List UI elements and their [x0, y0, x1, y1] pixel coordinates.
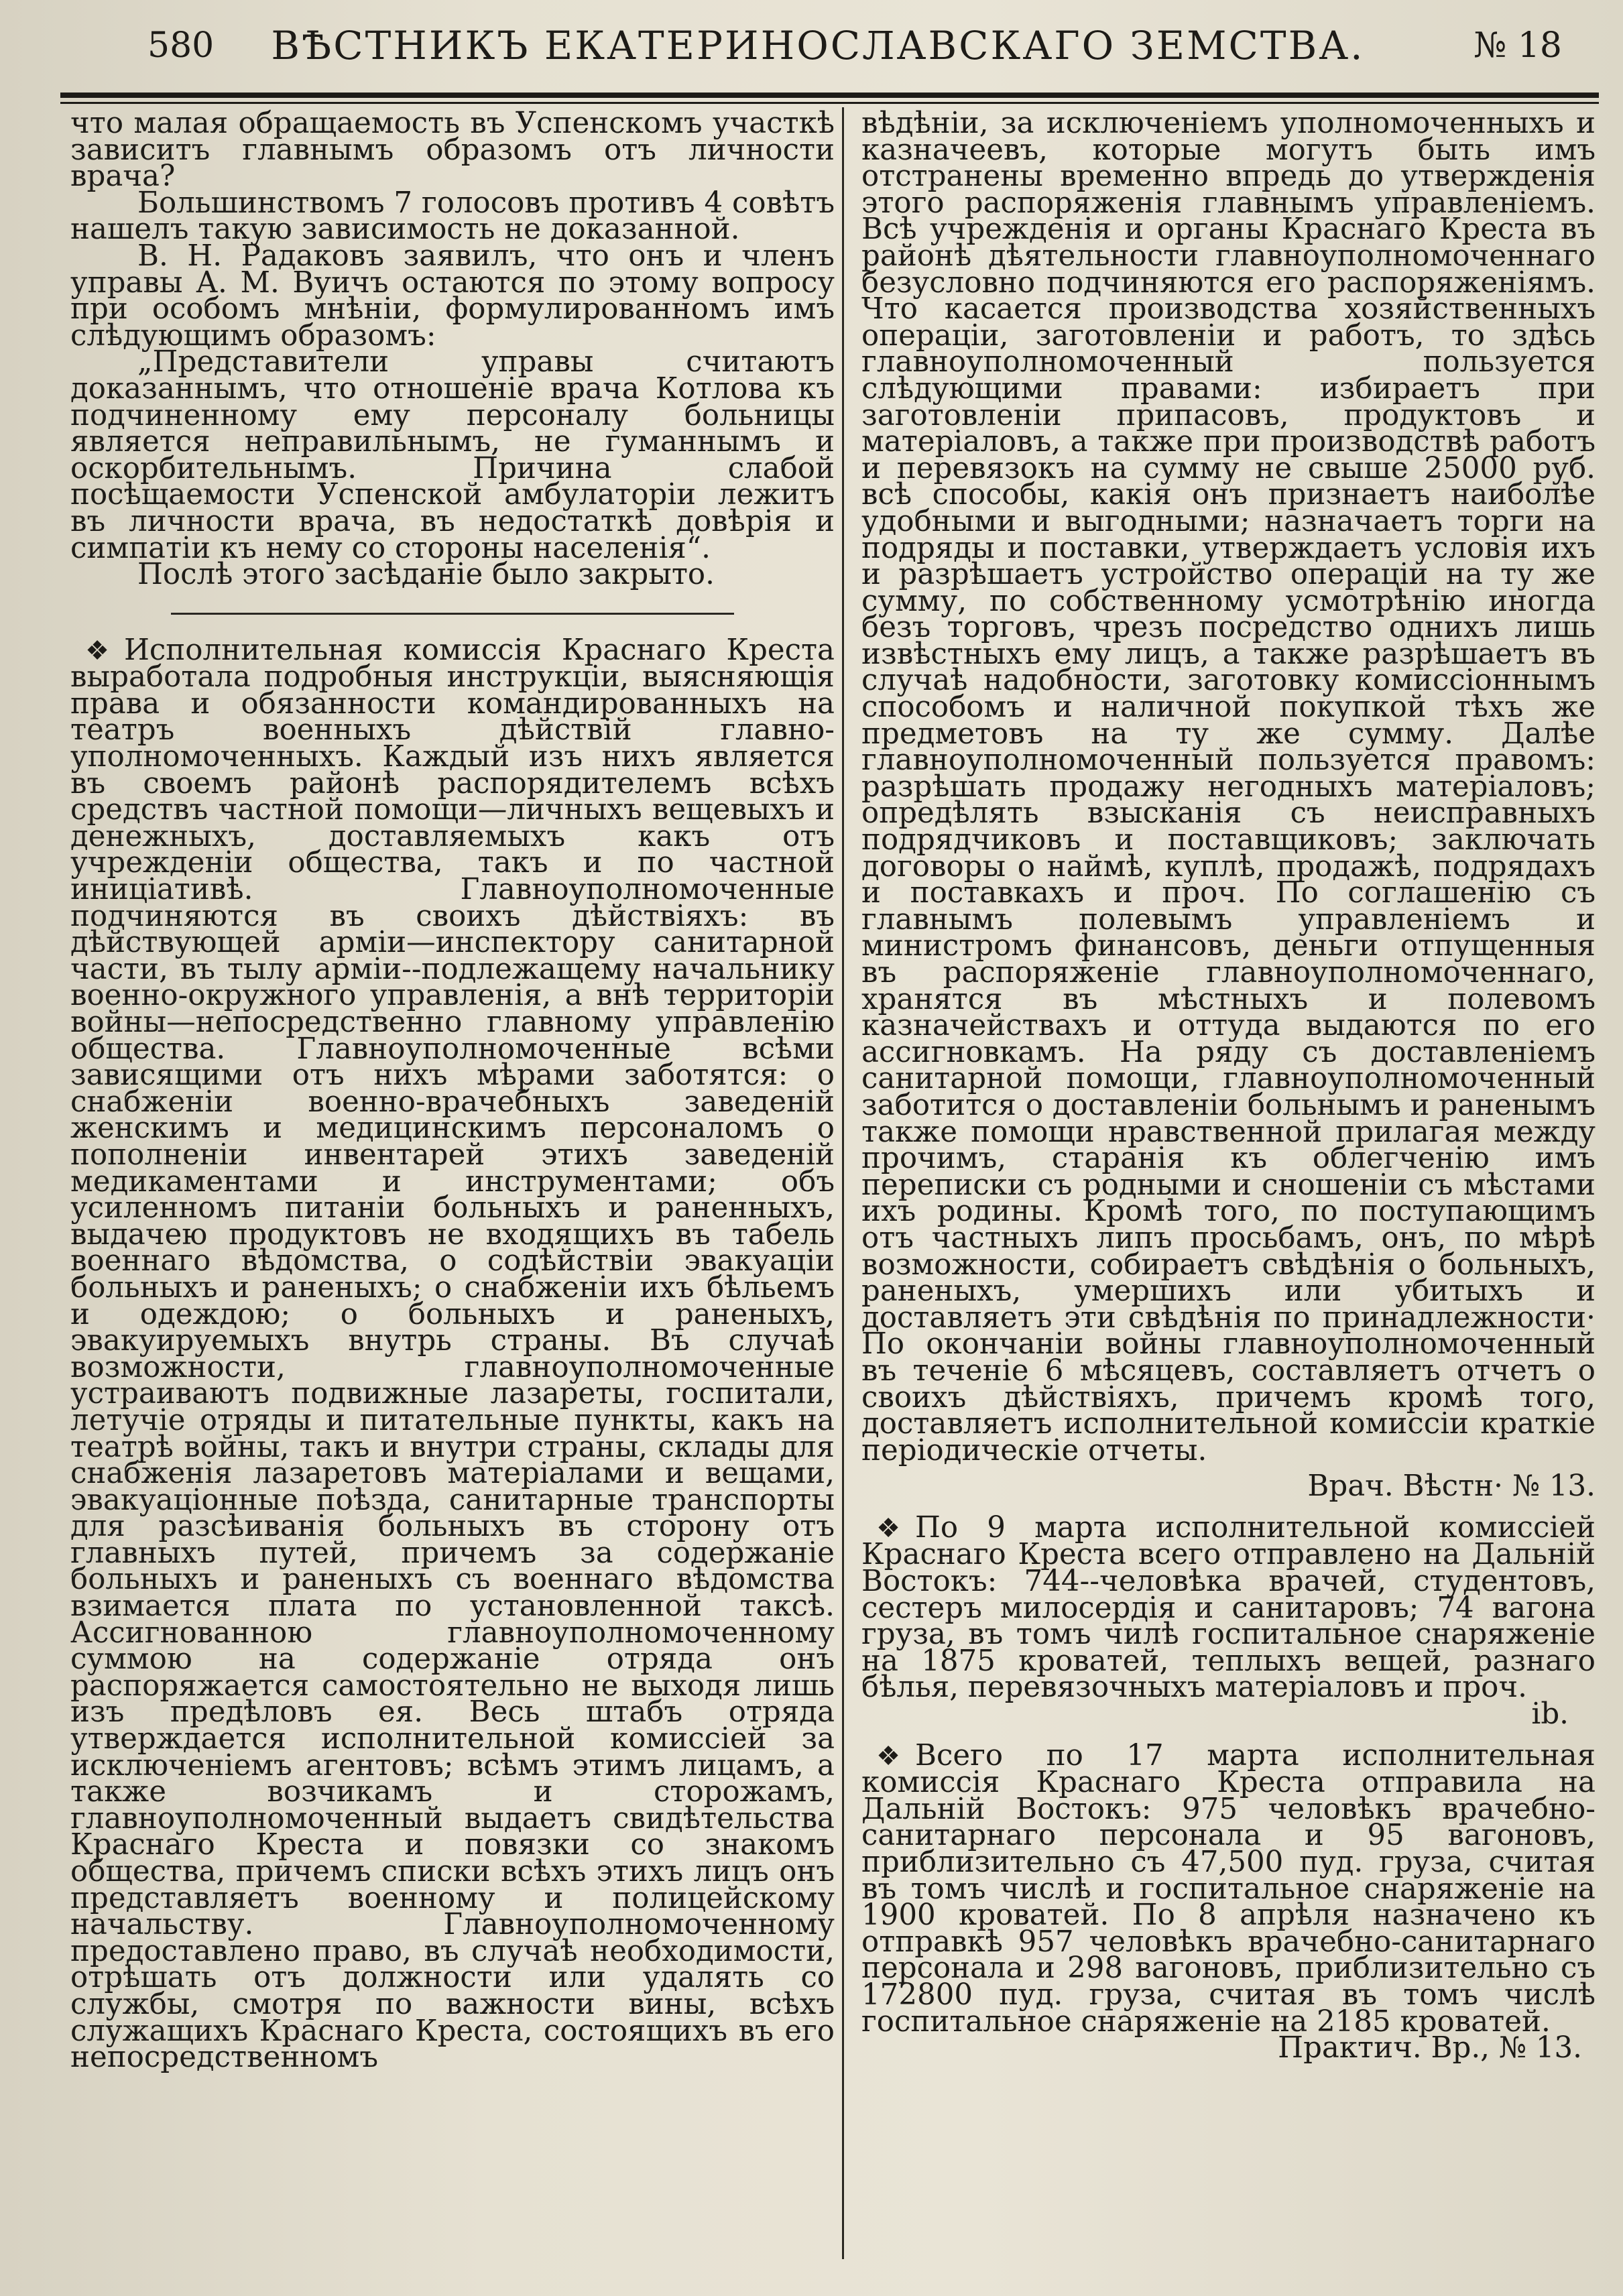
paragraph: Большинствомъ 7 голосовъ противъ 4 совѣтъ нашелъ такую зависимость не доказанной.	[70, 186, 835, 247]
ornament-icon: ❖	[876, 1740, 900, 1772]
article-paragraph	[70, 633, 835, 2075]
journal-title: ВѢСТНИКЪ ЕКАТЕРИНОСЛАВСКАГО ЗЕМСТВА.	[271, 23, 1365, 68]
news-text: Всего по 17 марта исполнительная комиссія Краснаго Креста отправила на Дальній Востокъ: 975 человѣкъ врачебно-санитарнаго персонала и 95 вагоновъ, приблизительно съ 47,500 пуд. груза, считая въ томъ числѣ и госпитальное снаряженіе на 1900 кроватей. По 8 апрѣля назначено къ отправкѣ 957 человѣкъ врачебно-санитарнаго персонала и 298 вагоновъ, приблизительно съ 172800 пуд. груза, считая въ томъ числѣ госпитальное снаряженіе на 2185 кроватей.	[861, 1738, 1596, 2039]
source-signature: Практич. Вр., № 13.	[1278, 2031, 1582, 2065]
quote-paragraph: „Представители управы считаютъ доказаннымъ, что отношеніе врача Котлова къ подчиненному ему персоналу больницы является неправильнымъ, не гуманнымъ и оскорбительнымъ. Причина слабой посѣщаемости Успенской амбулаторіи лежитъ въ личности врача, въ недостаткѣ довѣрія и симпатіи къ нему со стороны населенія“.	[70, 345, 835, 565]
column-divider	[842, 107, 844, 2259]
ornament-icon: ❖	[85, 635, 109, 666]
page-header	[60, 19, 1575, 79]
news-item	[861, 1738, 1596, 2039]
ornament-icon: ❖	[876, 1512, 900, 1544]
source-signature: ib.	[1531, 1697, 1569, 1732]
header-rule-thick	[60, 93, 1599, 98]
paragraph: В. Н. Радаковъ заявилъ, что онъ и членъ управы А. М. Вуичъ остаются по этому вопросу при особомъ мнѣніи, формулированномъ имъ слѣдующимъ образомъ:	[70, 239, 835, 353]
right-column	[861, 107, 1596, 2065]
paragraph: что малая обращаемость въ Успенскомъ участкѣ зависитъ главнымъ образомъ отъ личности врача?	[70, 107, 835, 194]
source-signature: Врач. Вѣстн· № 13.	[1307, 1469, 1596, 1504]
news-text: По 9 марта исполнительной комиссіей Краснаго Креста всего отправлено на Дальній Востокъ: 744--человѣка врачей, студентовъ, сестеръ милосердія и санитаровъ; 74 вагона груза, въ томъ чилѣ госпитальное снаряженіе на 1875 кроватей, теплыхъ вещей, разнаго бѣлья, перевязочныхъ матеріаловъ и проч.	[861, 1510, 1596, 1705]
page-number: 580	[147, 25, 215, 66]
article-text: Исполнительная комиссія Краснаго Креста выработала подробныя инструкціи, выясняющія права и обязанности командированныхъ на театръ военныхъ дѣйствій главно-уполномоченныхъ. Каждый изъ нихъ является въ своемъ районѣ распорядителемъ всѣхъ средствъ частной помощи—личныхъ вещевыхъ и денежныхъ, доставляемыхъ какъ отъ учрежденіи общества, такъ и по частной иниціативѣ. Главноуполномоченные подчиняются въ своихъ дѣйствіяхъ: въ дѣйствующей арміи—инспектору санитарной части, въ тылу арміи--подлежащему начальнику военно-окружного управленія, а внѣ территоріи войны—непосредственно главному управленію общества. Главноуполномоченные всѣми зависящими отъ нихъ мѣрами заботятся: о снабженіи военно-врачебныхъ заведеній женскимъ и медицинскимъ персоналомъ о пополненіи инвентарей этихъ заведеній медикаментами и инструментами; объ усиленномъ питаніи больныхъ и раненныхъ, выдачею продуктовъ не входящихъ въ табель военнаго вѣдомства, о содѣйствіи эвакуаціи больныхъ и раненыхъ; о снабженіи ихъ бѣльемъ и одеждою; о больныхъ и раненыхъ, эвакуируемыхъ внутрь страны. Въ случаѣ возможности, главноуполномоченные устраиваютъ подвижные лазареты, госпитали, летучіе отряды и питательные пункты, какъ на театрѣ войны, такъ и внутри страны, склады для снабженія лазаретовъ матеріалами и вещами, эвакуаціонные поѣзда, санитарные транспорты для разсѣиванія больныхъ въ сторону отъ главныхъ путей, причемъ за содержаніе больныхъ и раненыхъ съ военнаго вѣдомства взимается плата по установленной таксѣ. Ассигнованною главноуполномоченному суммою на содержаніе отряда онъ распоряжается самостоятельно не выходя лишь изъ предѣловъ ея. Весь штабъ отряда утверждается исполнительной комиссіей за исключеніемъ агентовъ; всѣмъ этимъ лицамъ, а также возчикамъ и сторожамъ, главноуполномоченный выдаетъ свидѣтельства Краснаго Креста и повязки со знакомъ общества, причемъ списки всѣхъ этихъ лицъ онъ представляетъ военному и полицейскому начальству. Главноуполномоченному предоставлено право, въ случаѣ необходимости, отрѣшать отъ должности или удалять со службы, смотря по важности вины, всѣхъ служащихъ Краснаго Креста, состоящихъ въ его непосредственномъ	[70, 633, 835, 2075]
issue-number: № 18	[1474, 25, 1562, 66]
header-rule-thin	[60, 102, 1599, 104]
paragraph: вѣдѣніи, за исключеніемъ уполномоченныхъ и казначеевъ, которые могутъ быть имъ отстранены временно впредь до утвержденія этого распоряженія главнымъ управленіемъ. Всѣ учрежденія и органы Краснаго Креста въ районѣ дѣятельности главноуполномоченнаго безусловно подчиняются его распоряженіямъ. Что касается производства хозяйственныхъ операціи, заготовленіи и работъ, то здѣсь главноуполномоченный пользуется слѣдующими правами: избираетъ при заготовленіи припасовъ, продуктовъ и матеріаловъ, а также при производствѣ работъ и перевязокъ на сумму не свыше 25000 руб. всѣ способы, какія онъ признаетъ наиболѣе удобными и выгодными; назначаетъ торги на подряды и поставки, утверждаетъ условія ихъ и разрѣшаетъ устройство операціи на ту же сумму, по собственному усмотрѣнію иногда безъ торговъ, чрезъ посредство однихъ лишь извѣстныхъ ему лицъ, а также разрѣшаетъ въ случаѣ надобности, заготовку комиссіоннымъ способомъ и наличной покупкой тѣхъ же предметовъ на ту же сумму. Далѣе главноуполномоченный пользуется правомъ: разрѣшать продажу негодныхъ матеріаловъ; опредѣлять взысканія съ неисправныхъ подрядчиковъ и поставщиковъ; заключать договоры о наймѣ, куплѣ, продажѣ, подрядахъ и поставкахъ и проч. По соглашенію съ главнымъ полевымъ управленіемъ и министромъ финансовъ, деньги отпущенныя въ распоряженіе главноуполномоченнаго, хранятся въ мѣстныхъ и полевомъ казначействахъ и оттуда выдаются по его ассигновкамъ. На ряду съ доставленіемъ санитарной помощи, главноуполномоченный заботится о доставленіи больнымъ и раненымъ также помощи нравственной прилагая между прочимъ, старанія къ облегченію имъ переписки съ родными и сношеніи съ мѣстами ихъ родины. Кромѣ того, по поступающимъ отъ частныхъ липъ просьбамъ, онъ, по мѣрѣ возможности, собираетъ свѣдѣнія о больныхъ, раненыхъ, умершихъ или убитыхъ и доставляетъ эти свѣдѣнія по принадлежности· По окончаніи войны главноуполномоченный въ теченіе 6 мѣсяцевъ, составляетъ отчетъ о своихъ дѣйствіяхъ, причемъ кромѣ того, доставляетъ исполнительной комиссіи краткіе періодическіе отчеты.	[861, 107, 1596, 1467]
paragraph: Послѣ этого засѣданіе было закрыто.	[137, 558, 715, 592]
section-separator	[171, 613, 734, 615]
news-item	[861, 1510, 1596, 1705]
left-column	[70, 107, 835, 2075]
